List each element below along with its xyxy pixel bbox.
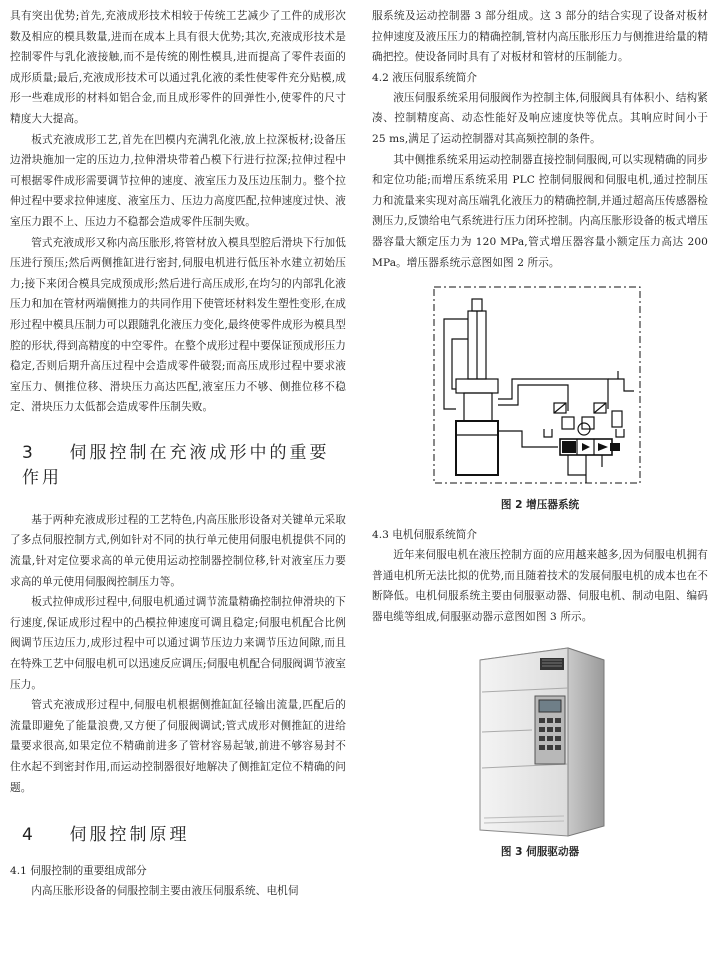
paragraph: 具有突出优势;首先,充液成形技术相较于传统工艺减少了工件的成形次数及相应的模具数量,进而在成本上具有很大优势;其次,充液成形技术是控制零件与乳化液接触,而不是传统的刚性模具,进而提高了零件表面的成形质量;最后,充液成形技术可以通过乳化液的柔性使零件充分贴模,成形一些难成形的材料如铝合金,而且成形零件的回弹性小,使零件的尺寸精度大大提高。 — [10, 10, 346, 125]
paragraph: 板式充液成形工艺,首先在凹模内充满乳化液,放上拉深板材;设备压边滑块施加一定的压边力,拉伸滑块带着凸模下行进行拉深;拉伸过程中可根据零件成形需要调节拉伸的速度、液室压力及压边压制力。整个拉伸过程中要求拉伸速度、液室压力、压边力高度匹配,拉伸速度过快、液室压力跟不上、压边力不稳都会造成零件压制失败。 — [10, 133, 346, 228]
section-number: 4 — [22, 825, 36, 846]
section-title: 伺服控制原理 — [69, 825, 190, 846]
paragraph: 近年来伺服电机在液压控制方面的应用越来越多,因为伺服电机拥有普通电机所无法比拟的优势,而且随着技术的发展伺服电机的成本也在不断降低。电机伺服系统主要由伺服驱动器、伺服电机、制动电阻、编码器电缆等组成,伺服驱动器示意图如图 3 所示。 — [372, 549, 708, 623]
figure-2 — [372, 279, 708, 511]
subsection-heading-4-1: 4.1 伺服控制的重要组成部分 — [10, 865, 147, 878]
section-heading-4 — [22, 820, 346, 845]
left-column — [10, 6, 346, 902]
servo-driver-image — [372, 640, 708, 838]
figure-2-caption: 图 2 增压器系统 — [500, 499, 580, 512]
subsection-heading-4-2: 4.2 液压伺服系统简介 — [372, 71, 477, 84]
subsection-heading-4-3: 4.3 电机伺服系统简介 — [372, 529, 477, 542]
paragraph: 服系统及运动控制器 3 部分组成。这 3 部分的结合实现了设备对板材拉伸速度及液压压力的精确控制,管材内高压胀形压力与侧推进给量的精确把控。使设备同时具有了对板材和管材的压制能力。 — [372, 10, 708, 64]
right-column — [372, 6, 708, 862]
section-title: 伺服控制在充液成形中的重要作用 — [22, 442, 330, 488]
paragraph: 内高压胀形设备的伺服控制主要由液压伺服系统、电机伺 — [31, 885, 299, 898]
paragraph: 其中侧推系统采用运动控制器直接控制伺服阀,可以实现精确的同步和定位功能;而增压系统采用 PLC 控制伺服阀和伺服电机,通过控制压力和流量来实现对高压端乳化液压力的精确控制,并通过超高压传感器检测压力,反馈给电气系统进行压力闭环控制。内高压胀形设备的板式增压器容量大额定压力为 120 MPa,管式增压器容量小额定压力高达 200 MPa。增压器系统示意图如图 2 所示。 — [372, 153, 708, 269]
figure-3 — [372, 640, 708, 862]
booster-system-diagram — [372, 279, 708, 493]
paragraph: 管式充液成形过程中,伺服电机根据侧推缸缸径输出流量,匹配后的流量即避免了能量浪费,又方便了伺服阀调试;管式成形对侧推缸的进给量要求很高,如果定位不精确前进多了管材容易起皱,前进不够容易封不住水起不到密封作用,而运动控制器很好地解决了侧推缸定位不精确的问题。 — [10, 699, 346, 794]
figure-3-caption: 图 3 伺服驱动器 — [500, 845, 580, 858]
paragraph: 液压伺服系统采用伺服阀作为控制主体,伺服阀具有体积小、结构紧凑、控制精度高、动态性能好及响应速度快等优点。其响应时间小于 25 ms,满足了运动控制器对其高频控制的条件。 — [372, 91, 708, 145]
section-heading-3 — [22, 438, 346, 488]
section-number: 3 — [22, 442, 36, 463]
paragraph: 管式充液成形又称内高压胀形,将管材放入模具型腔后滑块下行加低压进行预压;然后两侧推缸进行密封,伺服电机进行低压补水建立初始压力;接下来闭合模具完成预成形;然后进行高压成形,在均匀的内部乳化液压力和加在管材两端侧推力的共同作用下使管坯材料发生塑性变形,在成形过程中模具压制力可以跟随乳化液压力变化,最终使零件成形为模具型腔的形状,得到高精度的中空零件。在整个成形过程中要保证预成形压力稳定,否则后期升高压过程中会造成零件破裂;而高压成形过程中要求液室压力、侧推位移、滑块压力高达匹配,液室压力不够、侧推位移不稳定、滑块压力太低都会造成零件压制失败。 — [10, 236, 346, 414]
paragraph: 基于两种充液成形过程的工艺特色,内高压胀形设备对关键单元采取了多点伺服控制方式,例如针对不同的执行单元使用伺服电机提供不同的流量,针对定位要求高的单元使用运动控制器控制位移,针对液室压力要求高的单元使用伺服阀控制压力等。 — [10, 513, 346, 588]
paragraph: 板式拉伸成形过程中,伺服电机通过调节流量精确控制拉伸滑块的下行速度,保证成形过程中的凸模拉伸速度可调且稳定;伺服电机配合比例阀调节压边压力,成形过程中可以通过调节压边力来调节压边间隙,而且在特殊工艺中伺服电机可以迅速反应调压;伺服电机配合伺服阀调节液室压力。 — [10, 596, 346, 691]
